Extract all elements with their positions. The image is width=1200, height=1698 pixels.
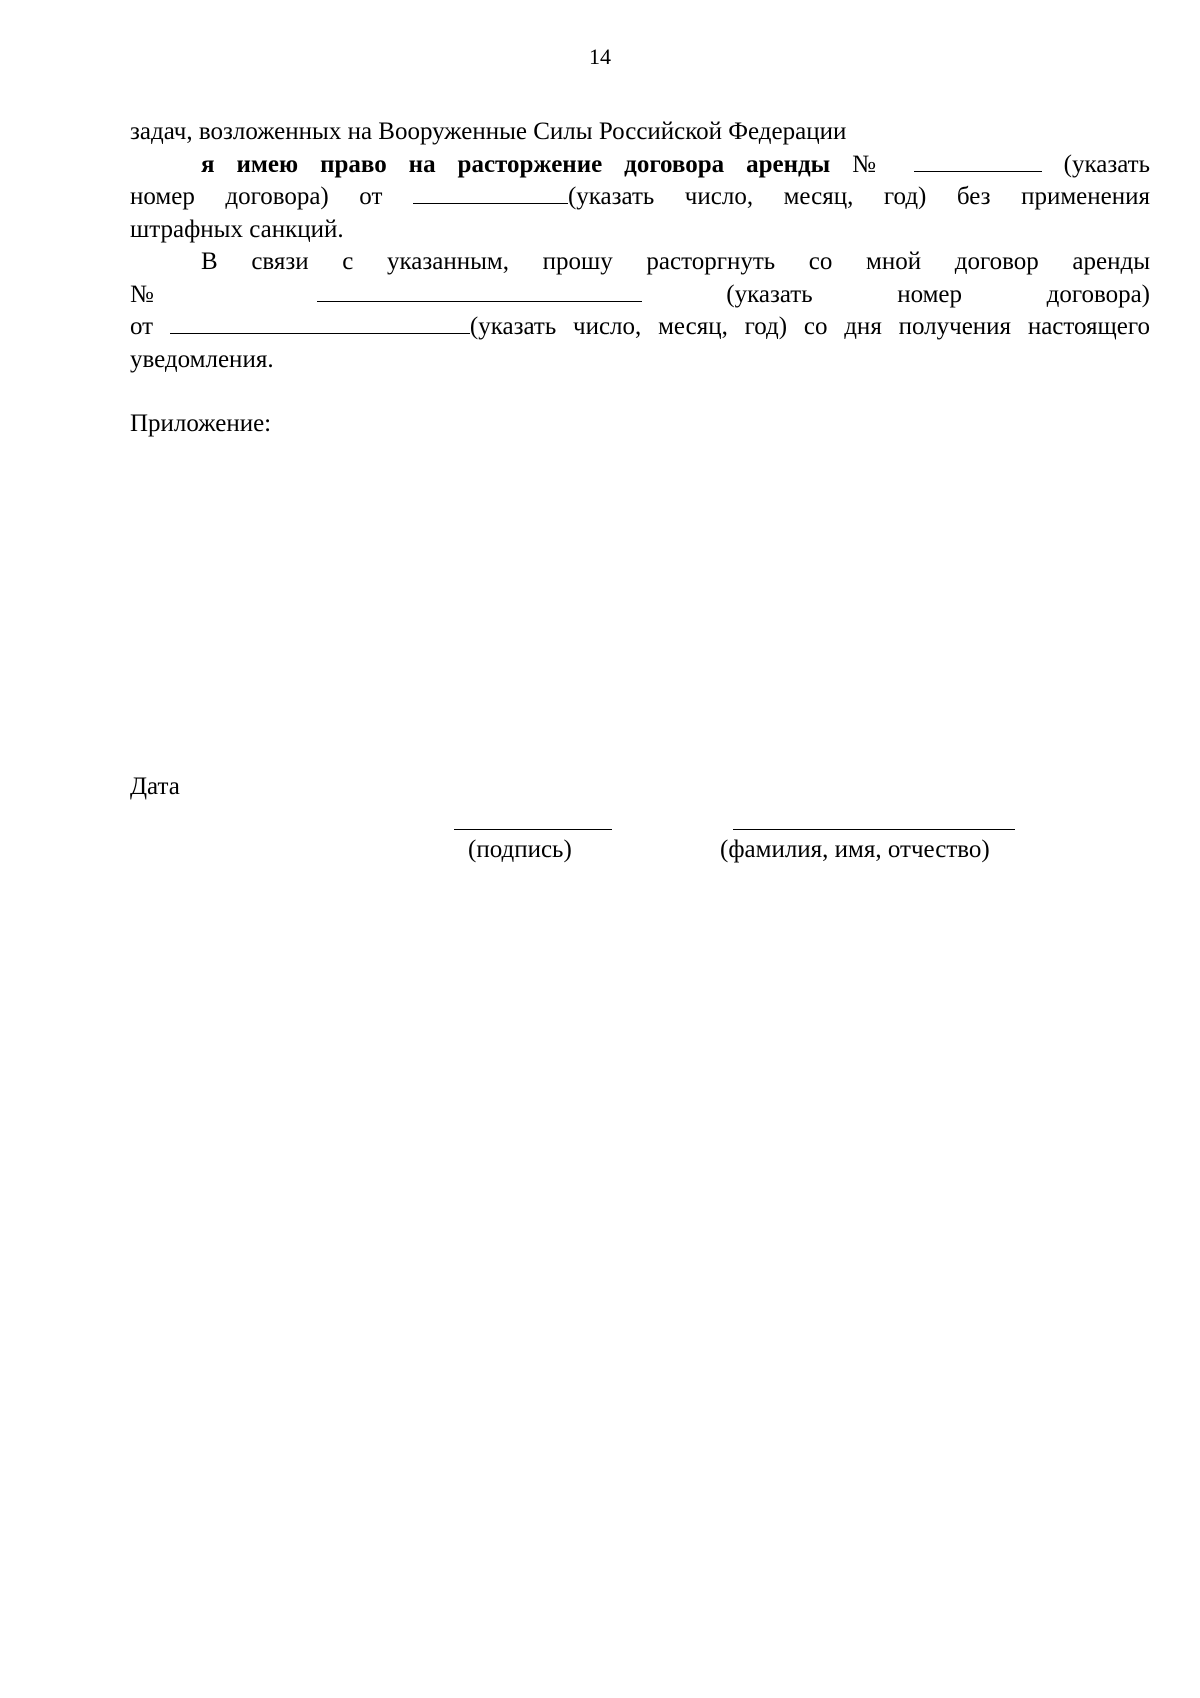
number-sign: № — [852, 150, 892, 178]
paragraph-right-to-terminate — [130, 149, 1150, 247]
hint-contract-number-2: номер договора) — [130, 183, 329, 210]
fullname-caption: (фамилия, имя, отчество) — [720, 836, 990, 863]
hint-number-word-1: (указать — [726, 280, 813, 308]
from-label-2: от — [130, 313, 154, 340]
hint-contract-date-2: (указать число, месяц, год) со дня получения настоящего — [469, 313, 1150, 340]
right-line-3: штрафных санкций. — [130, 215, 344, 243]
request-line-1: В связи с указанным, прошу расторгнуть со мной договор аренды — [201, 248, 1150, 275]
signature-line[interactable] — [454, 829, 612, 830]
number-sign-2: № — [130, 280, 233, 308]
letter-body — [130, 116, 1150, 376]
hint-number-word-3: договора) — [1046, 280, 1150, 308]
request-line-2 — [130, 279, 1150, 312]
date-label: Дата — [130, 773, 180, 800]
request-line-3 — [130, 311, 1150, 344]
tasks-line: задач, возложенных на Вооруженные Силы Российской Федерации — [130, 118, 847, 145]
hint-contract-date: (указать число, месяц, год) — [567, 183, 927, 210]
without-penalty-part1: без применения — [956, 183, 1150, 210]
appendix-label: Приложение: — [130, 410, 272, 437]
contract-number-blank-2[interactable] — [317, 281, 642, 302]
right-line-2 — [130, 181, 1150, 214]
from-label: от — [359, 183, 383, 210]
hint-number-word-2: номер — [897, 280, 963, 308]
right-to-terminate-text: я имею право на расторжение договора аренды — [201, 150, 831, 178]
hint-contract-number-1: (указать — [1063, 150, 1151, 178]
paragraph-tasks — [130, 116, 1150, 149]
contract-date-blank[interactable] — [413, 183, 568, 204]
paragraph-request — [130, 246, 1150, 376]
page-number: 14 — [589, 44, 611, 69]
request-line-4: уведомления. — [130, 345, 274, 373]
right-line-1 — [130, 149, 1150, 182]
fullname-line[interactable] — [733, 829, 1015, 830]
contract-date-blank-2[interactable] — [170, 313, 470, 334]
signature-caption: (подпись) — [468, 836, 572, 863]
contract-number-blank[interactable] — [914, 151, 1042, 172]
